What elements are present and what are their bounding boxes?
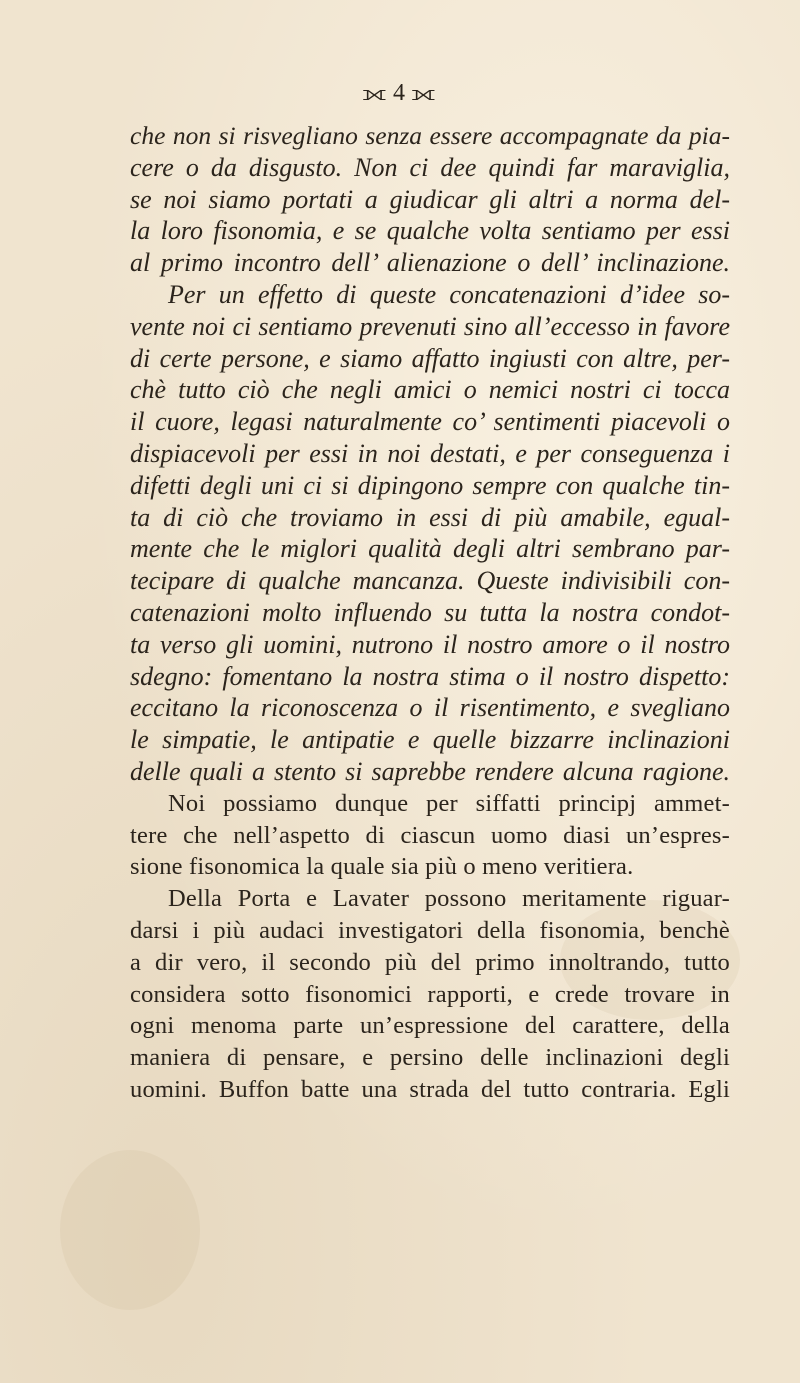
text-line: Della Porta e Lavater possono meritamente riguar-	[168, 885, 730, 913]
text-line: chè tutto ciò che negli amici o nemici nostri ci tocca	[130, 375, 730, 405]
text-line: maniera di pensare, e persino delle inclinazioni degli	[130, 1044, 730, 1072]
text-line: che non si risvegliano senza essere accompagnate da pia-	[130, 121, 730, 150]
ornament-right-icon: ⟗	[411, 83, 439, 105]
text-line: mente che le miglori qualità degli altri sembrano par-	[130, 534, 730, 564]
text-line: tecipare di qualche mancanza. Queste indivisibili con-	[130, 566, 730, 596]
text-line: le simpatie, le antipatie e quelle bizzarre inclinazioni	[130, 725, 730, 755]
text-line: darsi i più audaci investigatori della fisonomia, benchè	[130, 916, 730, 944]
text-line: di certe persone, e siamo affatto ingiusti con altre, per-	[130, 343, 730, 373]
text-line: vente noi ci sentiamo prevenuti sino all’eccesso in favore	[130, 311, 730, 341]
text-line: uomini. Buffon batte una strada del tutto contraria. Egli	[130, 1075, 730, 1103]
paper-stain	[60, 1150, 200, 1310]
text-line: la loro fisonomia, e se qualche volta sentiamo per essi	[130, 216, 730, 246]
text-line: dispiacevoli per essi in noi destati, e per conseguenza i	[130, 438, 730, 468]
text-line: delle quali a stento si saprebbe rendere alcuna ragione.	[130, 756, 730, 786]
text-line: ta verso gli uomini, nutrono il nostro amore o il nostro	[130, 629, 730, 659]
text-line: catenazioni molto influendo su tutta la nostra condot-	[130, 597, 730, 627]
ornament-left-icon: ⟗	[361, 83, 389, 105]
text-line: ta di ciò che troviamo in essi di più amabile, egual-	[130, 502, 730, 532]
text-line: tere che nell’aspetto di ciascun uomo diasi un’espres-	[130, 821, 730, 849]
text-line: Noi possiamo dunque per siffatti principj ammet-	[168, 789, 730, 817]
text-line: se noi siamo portati a giudicar gli altri a norma del-	[130, 184, 730, 214]
text-line: difetti degli uni ci si dipingono sempre con qualche tin-	[130, 470, 730, 500]
page-number: 4	[393, 80, 407, 106]
text-line: cere o da disgusto. Non ci dee quindi far maraviglia,	[130, 152, 730, 182]
text-line: sione fisonomica la quale sia più o meno veritiera.	[130, 853, 634, 881]
text-line: al primo incontro dell’ alienazione o dell’ inclinazione.	[130, 248, 730, 278]
text-line: eccitano la riconoscenza o il risentimento, e svegliano	[130, 693, 730, 723]
text-line: a dir vero, il secondo più del primo innoltrando, tutto	[130, 948, 730, 976]
text-line: sdegno: fomentano la nostra stima o il nostro dispetto:	[130, 661, 730, 691]
page-header	[0, 80, 800, 107]
text-line: il cuore, legasi naturalmente co’ sentimenti piacevoli o	[130, 407, 730, 437]
text-line: considera sotto fisonomici rapporti, e crede trovare in	[130, 980, 730, 1008]
text-line: Per un effetto di queste concatenazioni d’idee so-	[168, 279, 730, 309]
body-text	[130, 120, 730, 1106]
text-line: ogni menoma parte un’espressione del carattere, della	[130, 1012, 730, 1040]
